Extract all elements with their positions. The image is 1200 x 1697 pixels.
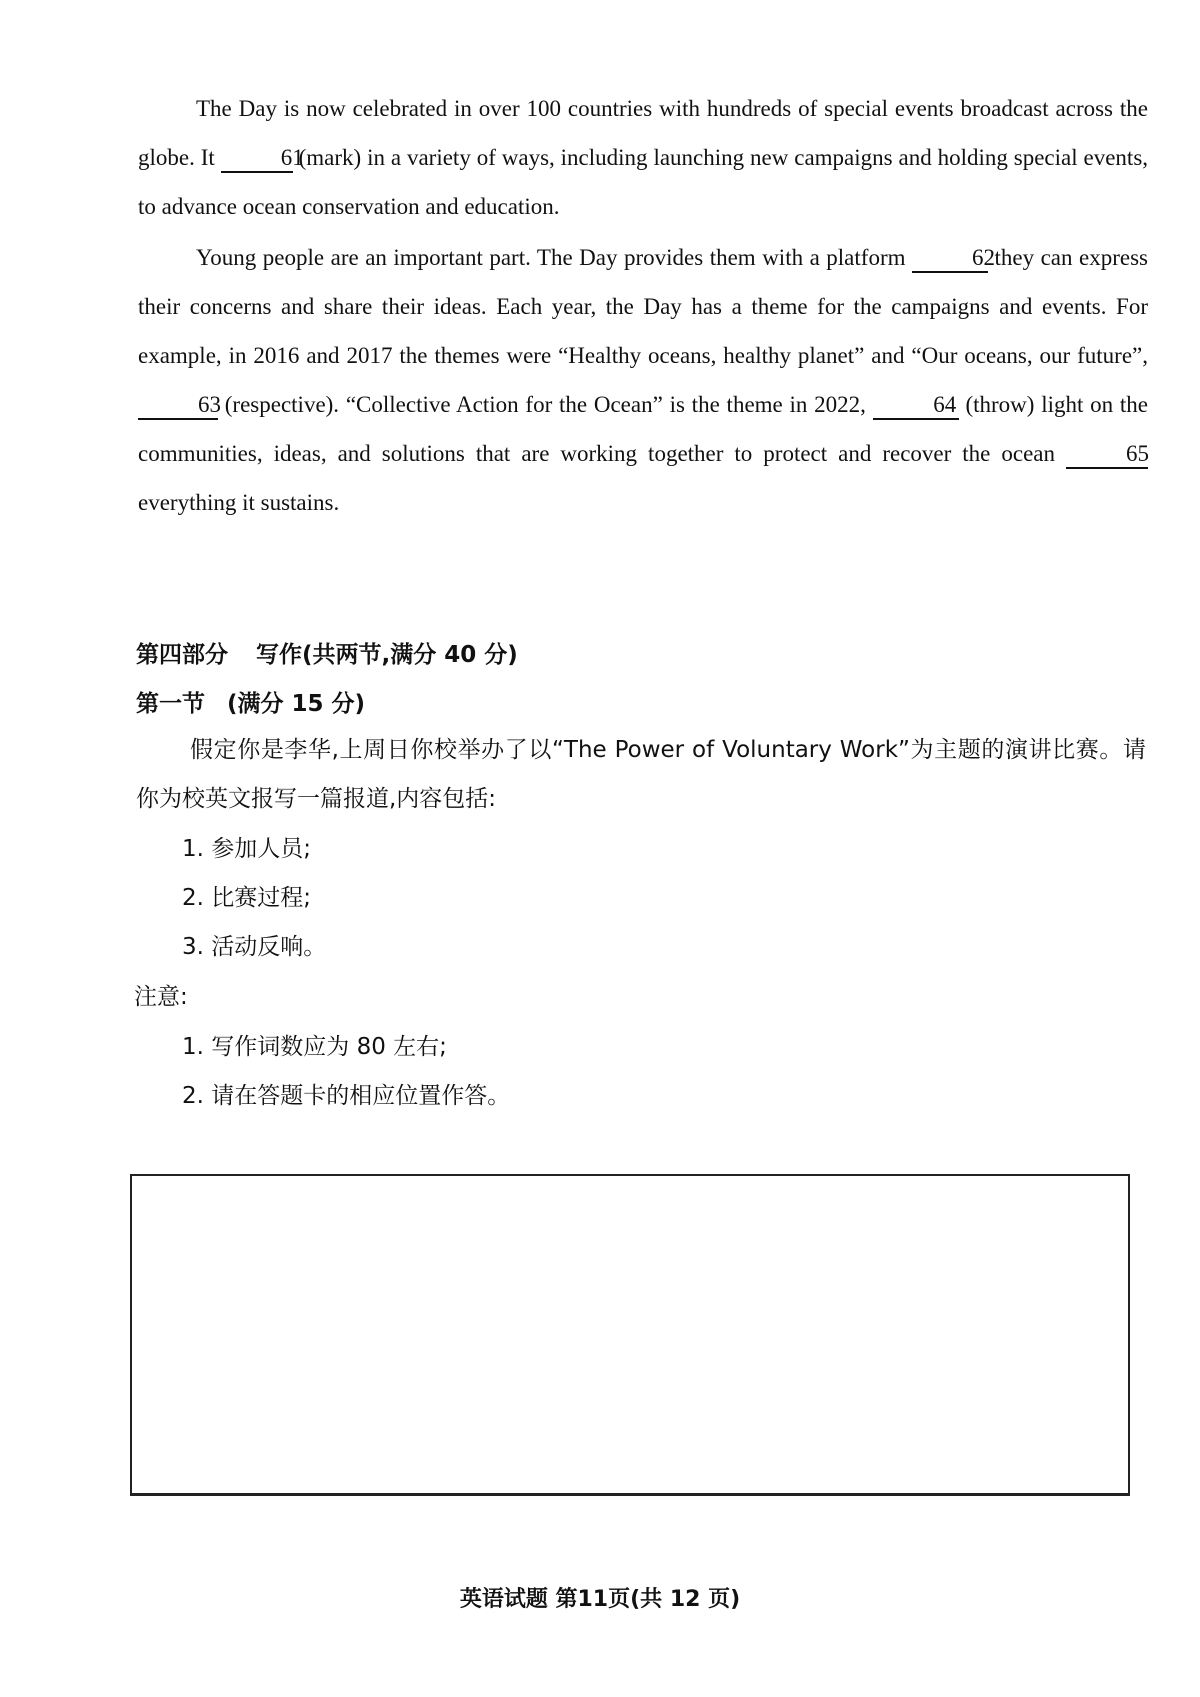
- part-heading: [136, 636, 518, 669]
- text-segment: Young people are an important part. The Day provides them with a platform: [196, 245, 906, 270]
- note-item: 1. 写作词数应为 80 左右;: [182, 1034, 447, 1060]
- section-heading: [136, 685, 365, 718]
- writing-task: 假定你是李华,上周日你校举办了以“The Power of Voluntary Work”为主题的演讲比赛。请你为校英文报写一篇报道,内容包括:: [136, 737, 1146, 812]
- section-score: (满分 15 分): [227, 691, 366, 717]
- part-subtitle: 写作(共两节,满分 40 分): [256, 642, 518, 668]
- text-segment: everything it sustains.: [138, 490, 340, 515]
- text-segment: (throw) light on the communities, ideas, and solutions that are working together to protect and recover the ocean: [138, 392, 1148, 466]
- blank-62[interactable]: 62: [912, 245, 988, 273]
- blank-64[interactable]: 64: [873, 392, 959, 420]
- passage-paragraph-2: [138, 233, 1148, 527]
- list-item: 3. 活动反响。: [182, 934, 327, 960]
- text-segment: they can express their concerns and share their ideas. Each year, the Day has a theme for the campaigns and events. For example, in 2016 and 2017 the themes were “Healthy oceans, healthy planet” and “Our oceans, our future”,: [138, 245, 1148, 368]
- blank-61[interactable]: 61: [221, 145, 293, 173]
- text-segment: (mark) in a variety of ways, including launching new campaigns and holding special events, to advance ocean conservation and education.: [138, 145, 1149, 219]
- note-label: 注意:: [134, 984, 188, 1010]
- text-segment: The Day is now celebrated in over 100 countries with hundreds of special events broadcast across the globe. It: [138, 96, 1148, 170]
- answer-box[interactable]: [130, 1174, 1130, 1496]
- section-title: 第一节: [136, 691, 205, 717]
- blank-63[interactable]: 63: [138, 392, 218, 420]
- blank-65[interactable]: 65: [1066, 441, 1148, 469]
- list-item: 2. 比赛过程;: [182, 885, 312, 911]
- page-footer: 英语试题 第11页(共 12 页): [459, 1587, 741, 1612]
- part-title: 第四部分: [136, 642, 228, 668]
- note-item: 2. 请在答题卡的相应位置作答。: [182, 1083, 511, 1109]
- list-item: 1. 参加人员;: [182, 836, 312, 862]
- passage-paragraph-1: [138, 84, 1148, 231]
- text-segment: (respective). “Collective Action for the Ocean” is the theme in 2022,: [224, 392, 866, 417]
